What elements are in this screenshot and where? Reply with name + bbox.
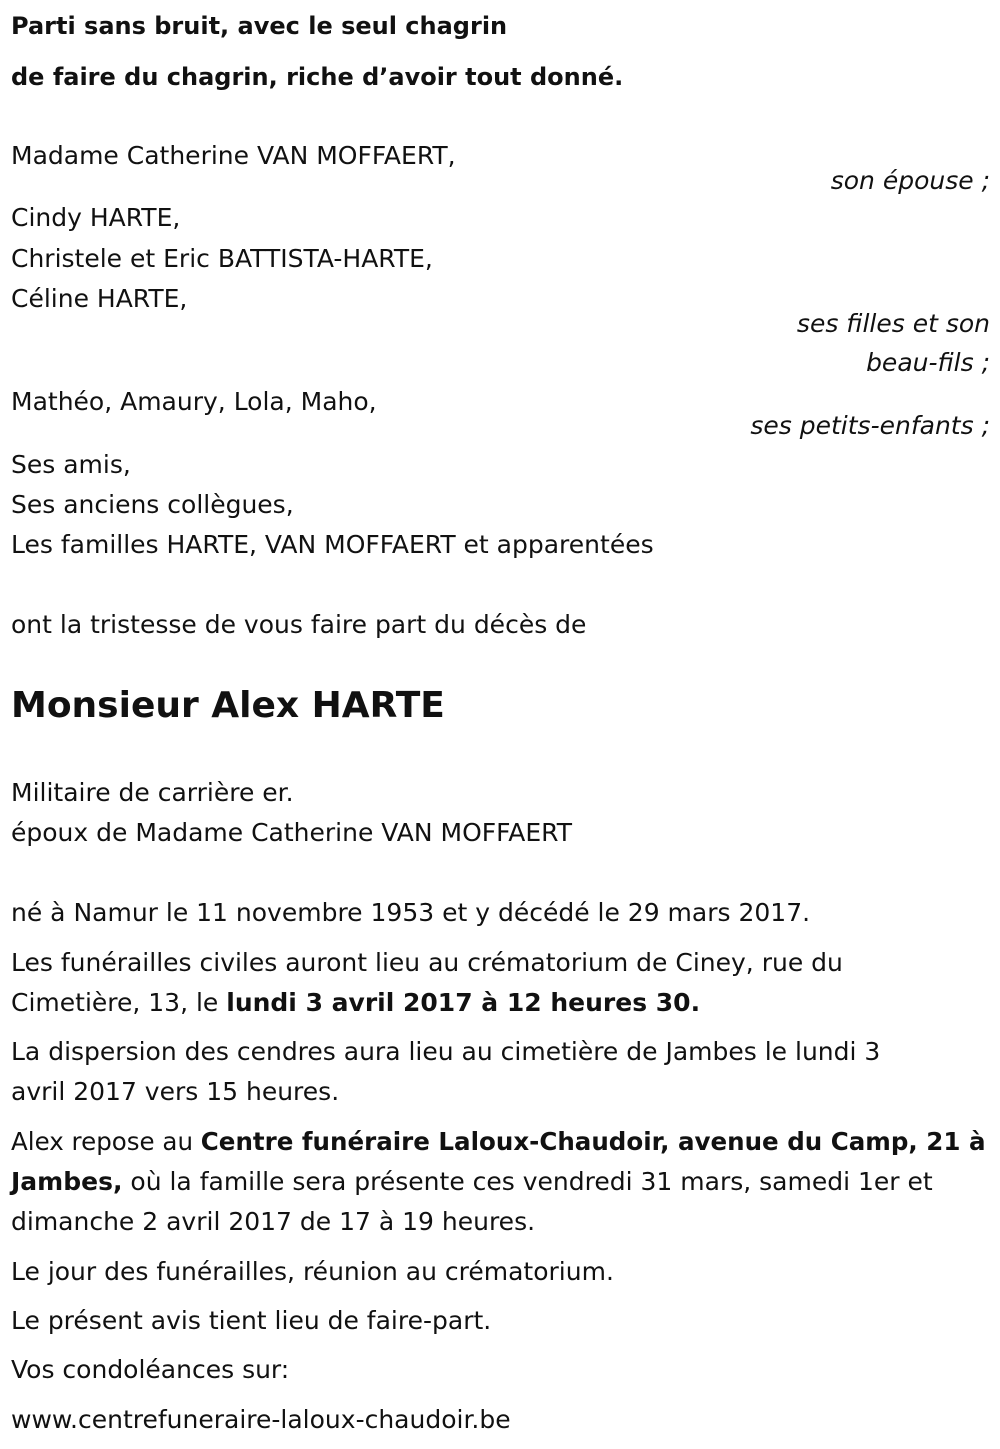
spouse-role: son épouse ; [830, 166, 990, 195]
repose-info-line-3: dimanche 2 avril 2017 de 17 à 19 heures. [11, 1207, 536, 1236]
grandchildren-role: ses petits-enfants ; [750, 411, 990, 440]
children-role-line-1: ses filles et son [796, 309, 990, 338]
funeral-info-line-2 [11, 990, 700, 1015]
reunion-info: Le jour des funérailles, réunion au crématorium. [11, 1257, 614, 1286]
funeral-info-line-1: Les funérailles civiles auront lieu au crématorium de Ciney, rue du [11, 948, 843, 977]
child-name: Céline HARTE, [11, 284, 188, 313]
children-role-line-2: beau-fils ; [866, 348, 990, 377]
repose-prefix: Alex repose au [11, 1127, 201, 1156]
funeral-center-address: Centre funéraire Laloux-Chaudoir, avenue du Camp, 21 à [200, 1127, 986, 1156]
child-name: Christele et Eric BATTISTA-HARTE, [11, 244, 433, 273]
epigraph-line-2: de faire du chagrin, riche d’avoir tout donné. [11, 63, 624, 91]
deceased-occupation: Militaire de carrière er. [11, 778, 294, 807]
notice-info: Le présent avis tient lieu de faire-part. [11, 1306, 492, 1335]
spouse-name: Madame Catherine VAN MOFFAERT, [11, 141, 456, 170]
birth-death-info: né à Namur le 11 novembre 1953 et y décédé le 29 mars 2017. [11, 898, 811, 927]
dispersion-info-line-1: La dispersion des cendres aura lieu au cimetière de Jambes le lundi 3 [11, 1037, 881, 1066]
other-mourner: Ses anciens collègues, [11, 490, 294, 519]
grandchildren-names: Mathéo, Amaury, Lola, Maho, [11, 387, 377, 416]
funeral-date-time: lundi 3 avril 2017 à 12 heures 30. [226, 988, 701, 1017]
announcement-text: ont la tristesse de vous faire part du décès de [11, 610, 587, 639]
other-mourner: Ses amis, [11, 450, 131, 479]
visiting-days: où la famille sera présente ces vendredi 31 mars, samedi 1er et [122, 1167, 933, 1196]
repose-info-line-1 [11, 1129, 986, 1154]
epigraph-line-1: Parti sans bruit, avec le seul chagrin [11, 12, 508, 40]
other-mourner: Les familles HARTE, VAN MOFFAERT et apparentées [11, 530, 654, 559]
deceased-spouse-line: époux de Madame Catherine VAN MOFFAERT [11, 818, 572, 847]
funeral-info-prefix: Cimetière, 13, le [11, 988, 227, 1017]
funeral-center-city: Jambes, [11, 1167, 123, 1196]
condolences-label: Vos condoléances sur: [11, 1355, 290, 1384]
child-name: Cindy HARTE, [11, 203, 181, 232]
dispersion-info-line-2: avril 2017 vers 15 heures. [11, 1077, 340, 1106]
deceased-name: Monsieur Alex HARTE [11, 685, 445, 726]
repose-info-line-2 [11, 1169, 933, 1194]
website-link[interactable]: www.centrefuneraire-laloux-chaudoir.be [11, 1405, 511, 1434]
